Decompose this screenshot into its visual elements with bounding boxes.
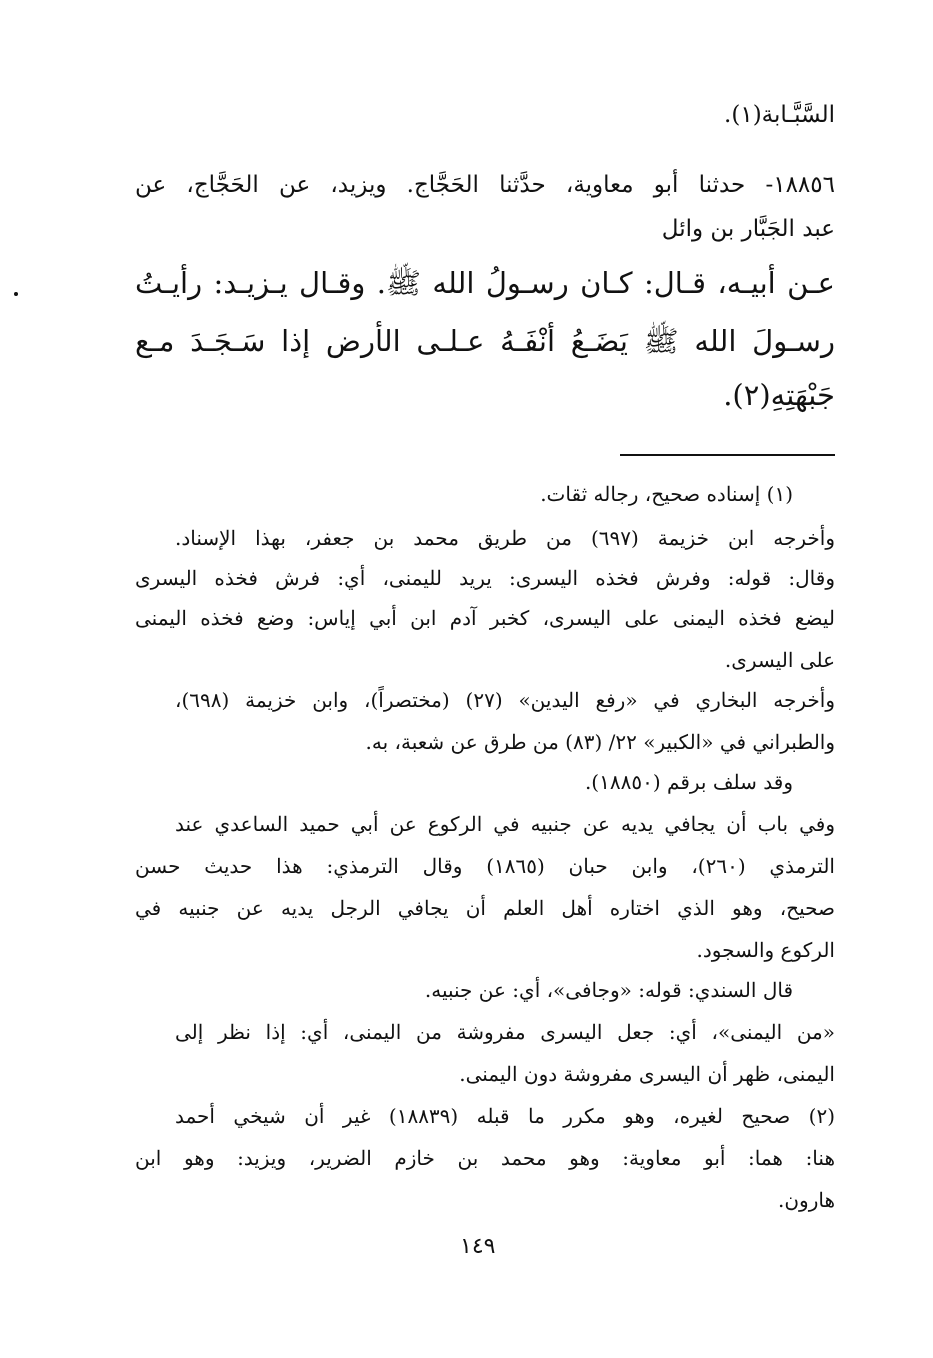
- main-line-1: السَّبَّـابة(١).: [724, 102, 835, 128]
- footnote-separator: [620, 454, 835, 456]
- footnote-line-8: وقد سلف برقم (١٨٨٥٠).: [584, 770, 793, 794]
- footnote-line-15: اليمنى، ظهر أن اليسرى مفروشة دون اليمنى.: [459, 1062, 835, 1086]
- footnote-line-6: وأخرجه البخاري في «رفع اليدين» (٢٧) (مختصراً)، وابن خزيمة (٦٩٨)،: [175, 688, 835, 712]
- footnote-line-13: قال السندي: قوله: «وجافى»، أي: عن جنبيه.: [424, 978, 793, 1002]
- footnote-line-2: وأخرجه ابن خزيمة (٦٩٧) من طريق محمد بن جعفر، بهذا الإسناد.: [175, 526, 835, 550]
- footnote-line-4: ليضع فخذه اليمنى على اليسرى، كخبر آدم ابن أبي إياس: وضع فخذه اليمنى: [135, 606, 835, 630]
- footnote-line-11: صحيح، وهو الذي اختاره أهل العلم أن يجافي الرجل يديه عن جنبيه في: [135, 896, 835, 920]
- main-line-3: عبد الجَبَّار بن وائل: [661, 216, 835, 242]
- footnote-line-16: (٢) صحيح لغيره، وهو مكرر ما قبله (١٨٨٣٩) غير أن شيخي أحمد: [175, 1104, 835, 1128]
- footnote-line-3: وقال: قوله: وفرش فخذه اليسرى: يريد لليمنى، أي: فرش فخذه اليسرى: [135, 566, 835, 590]
- footnote-line-7: والطبراني في «الكبير» ٢٢/ (٨٣) من طرق عن شعبة، به.: [365, 730, 835, 754]
- footnote-line-5: على اليسرى.: [724, 648, 835, 672]
- margin-dot: [14, 292, 18, 296]
- footnote-line-14: «من اليمنى»، أي: جعل اليسرى مفروشة من اليمنى، أي: إذا نظر إلى: [175, 1020, 835, 1044]
- footnote-line-18: هارون.: [777, 1188, 835, 1212]
- page-number: ١٤٩: [460, 1234, 496, 1259]
- footnote-line-9: وفي باب أن يجافي يديه عن جنبيه في الركوع عن أبي حميد الساعدي عند: [175, 812, 835, 836]
- footnote-line-17: هنا: هما: أبو معاوية: وهو محمد بن خازم الضرير، ويزيد: وهو ابن: [135, 1146, 835, 1170]
- main-line-2: ١٨٨٥٦- حدثنا أبو معاوية، حدَّثنا الحَجَّاج. ويزيد، عن الحَجَّاج، عن: [135, 172, 835, 198]
- footnote-line-12: الركوع والسجود.: [696, 938, 835, 962]
- main-line-5: رسـولَ الله ﷺ يَضَـعُ أنْفَـهُ عـلـى الأرض إذا سَـجَـدَ مـع: [135, 324, 835, 358]
- footnote-line-1: (١) إسناده صحيح، رجاله ثقات.: [540, 482, 793, 506]
- footnote-line-10: الترمذي (٢٦٠)، وابن حبان (١٨٦٥) وقال الترمذي: هذا حديث حسن: [135, 854, 835, 878]
- main-line-4: عـن أبيـه، قـال: كـان رسـولُ الله ﷺ. وقـال يـزيـد: رأيـتُ: [135, 266, 835, 300]
- main-line-6: جَبْهَتِهِ(٢).: [723, 378, 835, 412]
